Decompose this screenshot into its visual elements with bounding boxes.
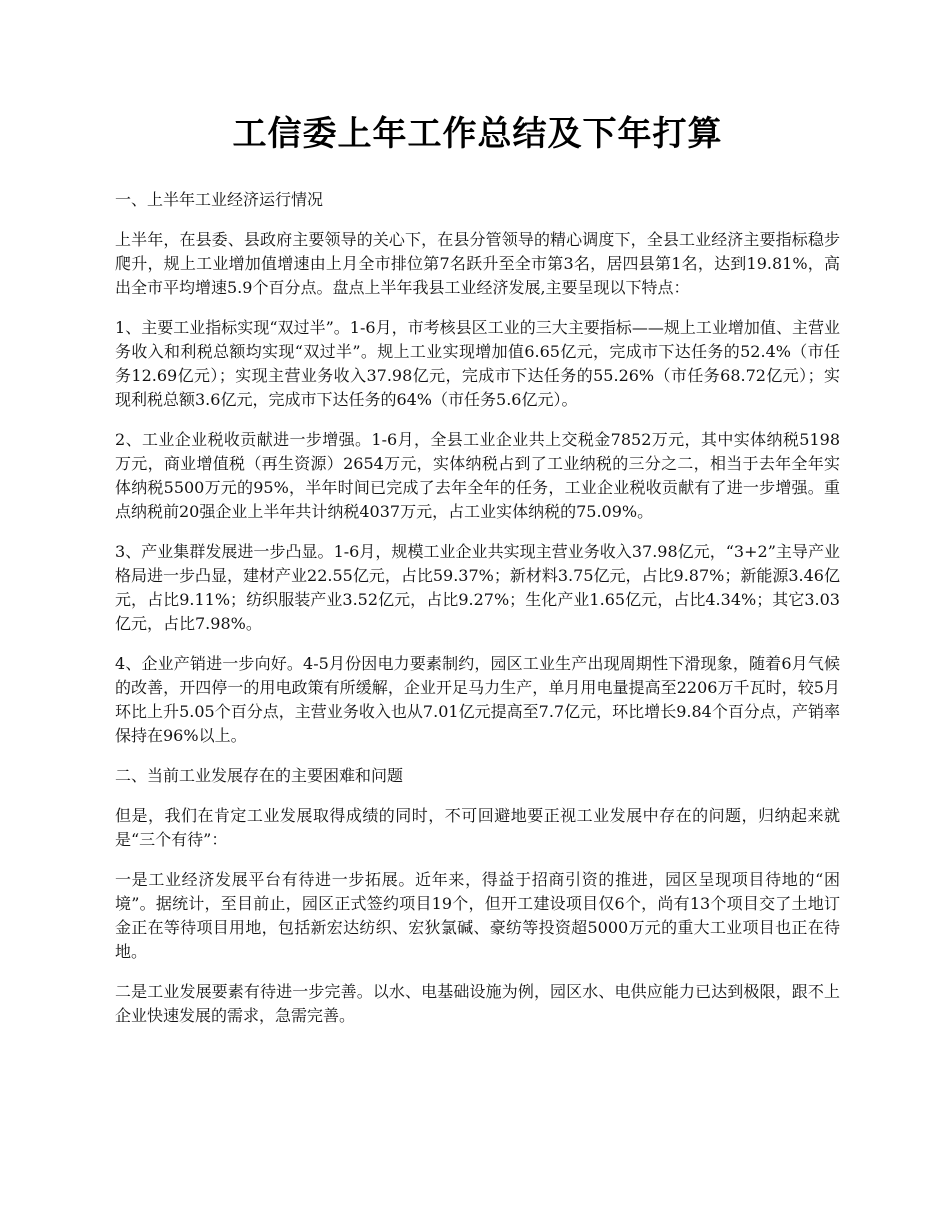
problem-2-paragraph: 二是工业发展要素有待进一步完善。以水、电基础设施为例，园区水、电供应能力已达到极限，跟不上企业快速发展的需求，急需完善。 <box>115 982 840 1025</box>
point-2-paragraph: 2、工业企业税收贡献进一步增强。1-6月，全县工业企业共上交税金7852万元，其中实体纳税5198万元，商业增值税（再生资源）2654万元，实体纳税占到了工业纳税的三分之二，相当于去年全年实体纳税5500万元的95%，半年时间已完成了去年全年的任务，工业企业税收贡献有了进一步增强。重点纳税前20强企业上半年共计纳税4037万元，占工业实体纳税的75.09%。 <box>115 430 840 521</box>
problems-intro-paragraph: 但是，我们在肯定工业发展取得成绩的同时，不可回避地要正视工业发展中存在的问题，归纳起来就是“三个有待”： <box>115 806 840 849</box>
intro-paragraph: 上半年，在县委、县政府主要领导的关心下，在县分管领导的精心调度下，全县工业经济主要指标稳步爬升，规上工业增加值增速由上月全市排位第7名跃升至全市第3名，居四县第1名，达到19.81%，高出全市平均增速5.9个百分点。盘点上半年我县工业经济发展,主要呈现以下特点： <box>115 230 840 297</box>
document-page <box>115 105 840 1044</box>
document-title: 工信委上年工作总结及下年打算 <box>232 114 723 154</box>
section-heading-2: 二、当前工业发展存在的主要困难和问题 <box>115 766 404 785</box>
point-3-paragraph: 3、产业集群发展进一步凸显。1-6月，规模工业企业共实现主营业务收入37.98亿元，“3+2”主导产业格局进一步凸显，建材产业22.55亿元，占比59.37%；新材料3.75亿元，占比9.87%；新能源3.46亿元，占比9.11%；纺织服装产业3.52亿元，占比9.27%；生化产业1.65亿元，占比4.34%；其它3.03亿元，占比7.98%。 <box>115 542 840 633</box>
point-1-paragraph: 1、主要工业指标实现“双过半”。1-6月，市考核县区工业的三大主要指标——规上工业增加值、主营业务收入和利税总额均实现“双过半”。规上工业实现增加值6.65亿元，完成市下达任务的52.4%（市任务12.69亿元）；实现主营业务收入37.98亿元，完成市下达任务的55.26%（市任务68.72亿元）；实现利税总额3.6亿元，完成市下达任务的64%（市任务5.6亿元）。 <box>115 318 840 409</box>
problem-1-paragraph: 一是工业经济发展平台有待进一步拓展。近年来，得益于招商引资的推进，园区呈现项目待地的“困境”。据统计，至目前止，园区正式签约项目19个，但开工建设项目仅6个，尚有13个项目交了土地订金正在等待项目用地，包括新宏达纺织、宏狄氯碱、豪纺等投资超5000万元的重大工业项目也正在待地。 <box>115 870 840 961</box>
section-heading-1: 一、上半年工业经济运行情况 <box>115 190 324 209</box>
point-4-paragraph: 4、企业产销进一步向好。4-5月份因电力要素制约，园区工业生产出现周期性下滑现象，随着6月气候的改善，开四停一的用电政策有所缓解，企业开足马力生产，单月用电量提高至2206万千瓦时，较5月环比上升5.05个百分点，主营业务收入也从7.01亿元提高至7.7亿元，环比增长9.84个百分点，产销率保持在96%以上。 <box>115 654 840 745</box>
